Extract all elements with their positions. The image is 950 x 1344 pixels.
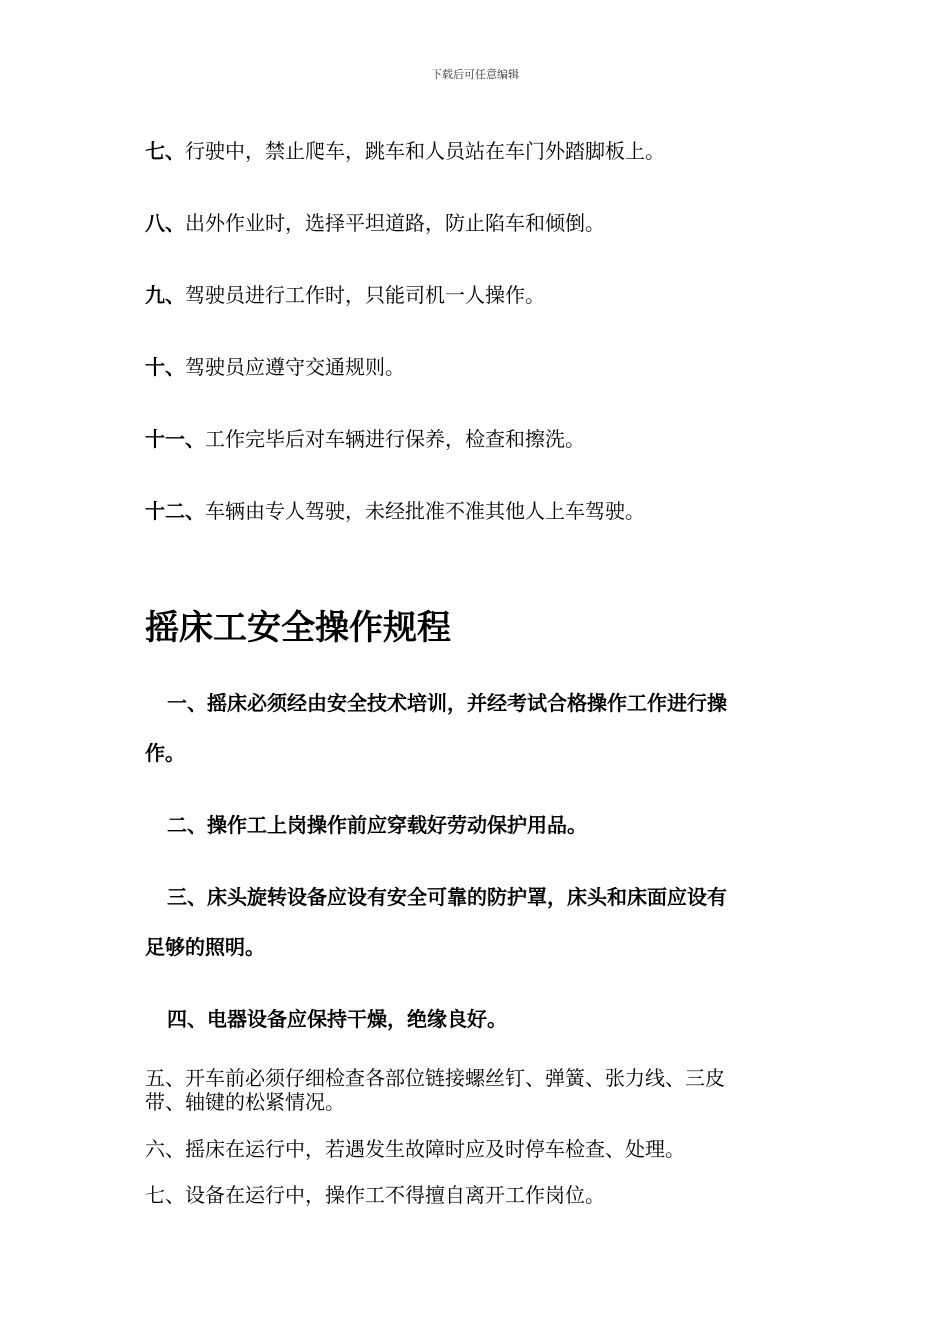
- procedure-item-5-line1: 五、开车前必须仔细检查各部位链接螺丝钉、弹簧、张力线、三皮: [145, 1066, 725, 1090]
- rule-number: 十二、: [145, 499, 205, 523]
- rule-number: 十、: [145, 355, 185, 379]
- rule-number: 十一、: [145, 427, 205, 451]
- section-title: 摇床工安全操作规程: [145, 608, 451, 648]
- header-note: 下载后可任意编辑: [431, 68, 519, 81]
- procedure-item-5: [145, 1066, 810, 1114]
- rule-item-10: [145, 354, 405, 380]
- procedure-item-4: 四、电器设备应保持干燥，绝缘良好。: [167, 1007, 507, 1031]
- rule-text: 工作完毕后对车辆进行保养，检查和擦洗。: [205, 427, 585, 451]
- rule-item-8: [145, 210, 605, 236]
- rule-text: 车辆由专人驾驶，未经批准不准其他人上车驾驶。: [205, 499, 645, 523]
- rule-number: 九、: [145, 283, 185, 307]
- rule-item-7: [145, 138, 665, 164]
- procedure-item-3-line1: 三、床头旋转设备应设有安全可靠的防护罩，床头和床面应设有: [167, 885, 727, 909]
- procedure-item-7: [145, 1183, 810, 1207]
- rule-number: 八、: [145, 211, 185, 235]
- procedure-item-3-line2: 足够的照明。: [145, 935, 265, 959]
- rule-text: 行驶中，禁止爬车，跳车和人员站在车门外踏脚板上。: [185, 139, 665, 163]
- rule-text: 驾驶员进行工作时，只能司机一人操作。: [185, 283, 545, 307]
- rule-text: 驾驶员应遵守交通规则。: [185, 355, 405, 379]
- rule-item-11: [145, 426, 585, 452]
- procedure-item-1-line1: 一、摇床必须经由安全技术培训，并经考试合格操作工作进行操: [167, 691, 727, 715]
- procedure-item-7-line1: 七、设备在运行中，操作工不得擅自离开工作岗位。: [145, 1183, 605, 1207]
- procedure-item-1-line2: 作。: [145, 741, 185, 765]
- procedure-item-6-line1: 六、摇床在运行中，若遇发生故障时应及时停车检查、处理。: [145, 1137, 685, 1161]
- procedure-item-2: 二、操作工上岗操作前应穿载好劳动保护用品。: [167, 813, 587, 837]
- rule-item-9: [145, 282, 545, 308]
- rule-text: 出外作业时，选择平坦道路，防止陷车和倾倒。: [185, 211, 605, 235]
- procedure-item-6: [145, 1137, 810, 1161]
- procedure-item-5-line2: 带、轴键的松紧情况。: [145, 1090, 345, 1114]
- rule-item-12: [145, 498, 645, 524]
- rule-number: 七、: [145, 139, 185, 163]
